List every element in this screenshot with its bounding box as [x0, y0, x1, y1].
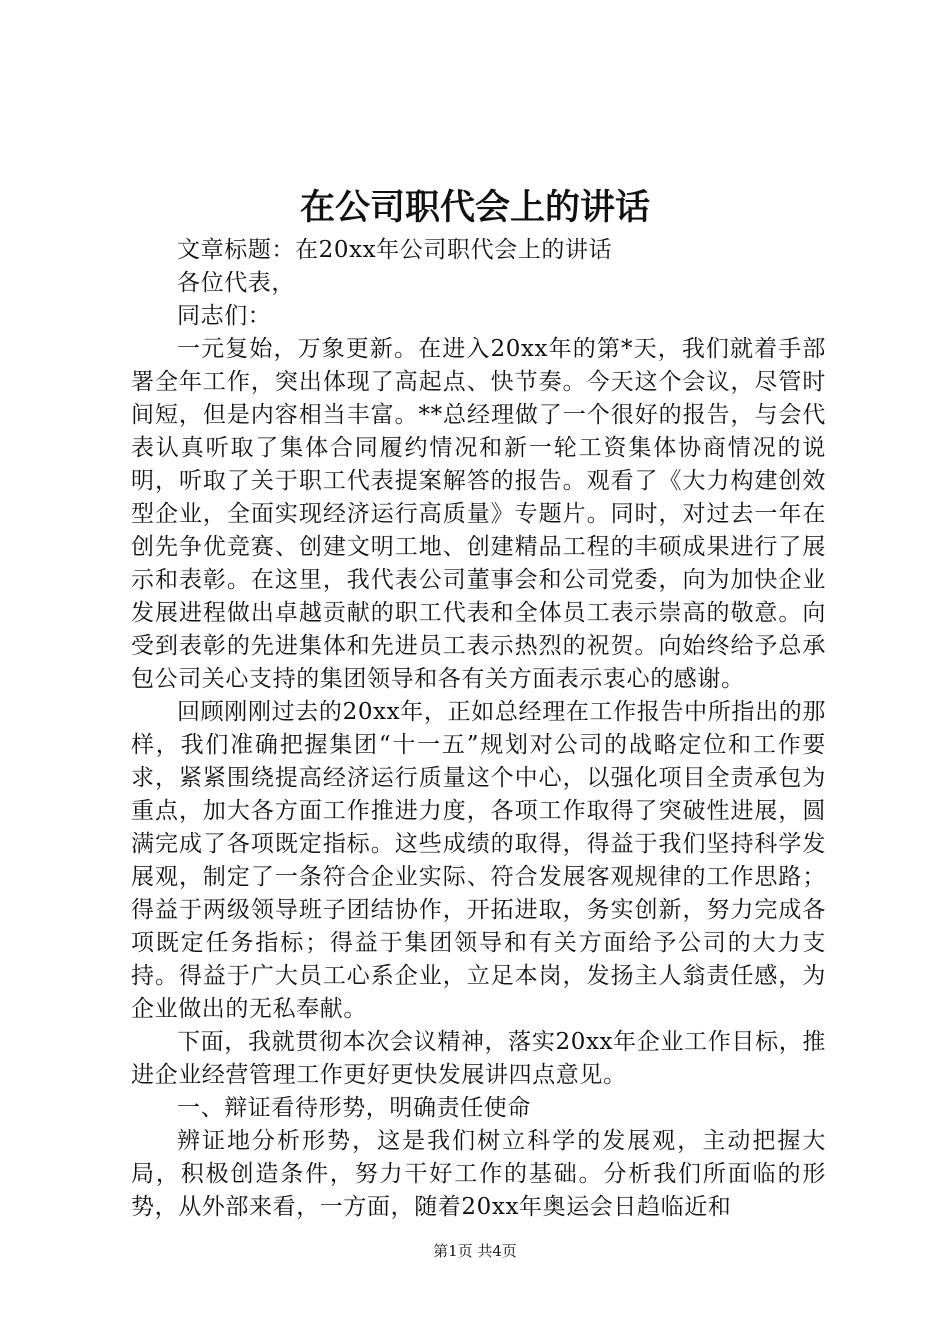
document-title: 在公司职代会上的讲话 — [299, 187, 650, 228]
document-body — [131, 234, 826, 1224]
article-title-line: 文章标题：在20xx年公司职代会上的讲话 — [177, 237, 613, 263]
salutation-comrades: 同志们： — [177, 303, 272, 329]
section-heading: 一、辩证看待形势，明确责任使命 — [177, 1095, 531, 1121]
body-paragraph: 一元复始，万象更新。在进入20xx年的第*天，我们就着手部署全年工作，突出体现了高起点、快节奏。今天这个会议，尽管时间短，但是内容相当丰富。**总经理做了一个很好的报告，与会代表认真听取了集体合同履约情况和新一轮工资集体协商情况的说明，听取了关于职工代表提案解答的报告。观看了《大力构建创效型企业，全面实现经济运行高质量》专题片。同时，对过去一年在创先争优竞赛、创建文明工地、创建精品工程的丰硕成果进行了展示和表彰。在这里，我代表公司董事会和公司党委，向为加快企业发展进程做出卓越贡献的职工代表和全体员工表示崇高的敬意。向受到表彰的先进集体和先进员工表示热烈的祝贺。向始终给予总承包公司关心支持的集团领导和各有关方面表示衷心的感谢。 — [131, 336, 826, 692]
salutation-delegates: 各位代表， — [177, 270, 295, 296]
body-paragraph: 回顾刚刚过去的20xx年，正如总经理在工作报告中所指出的那样，我们准确把握集团“十一五”规划对公司的战略定位和工作要求，紧紧围绕提高经济运行质量这个中心，以强化项目全责承包为重点，加大各方面工作推进力度，各项工作取得了突破性进展，圆满完成了各项既定指标。这些成绩的取得，得益于我们坚持科学发展观，制定了一条符合企业实际、符合发展客观规律的工作思路；得益于两级领导班子团结协作，开拓进取，务实创新，努力完成各项既定任务指标；得益于集团领导和有关方面给予公司的大力支持。得益于广大员工心系企业，立足本岗，发扬主人翁责任感，为企业做出的无私奉献。 — [131, 699, 826, 1022]
page-footer: 第1页 共4页 — [433, 1242, 517, 1260]
body-paragraph: 辨证地分析形势，这是我们树立科学的发展观，主动把握大局，积极创造条件，努力干好工作的基础。分析我们所面临的形势，从外部来看，一方面，随着20xx年奥运会日趋临近和 — [131, 1128, 826, 1220]
body-paragraph: 下面，我就贯彻本次会议精神，落实20xx年企业工作目标，推进企业经营管理工作更好更快发展讲四点意见。 — [131, 1029, 826, 1088]
